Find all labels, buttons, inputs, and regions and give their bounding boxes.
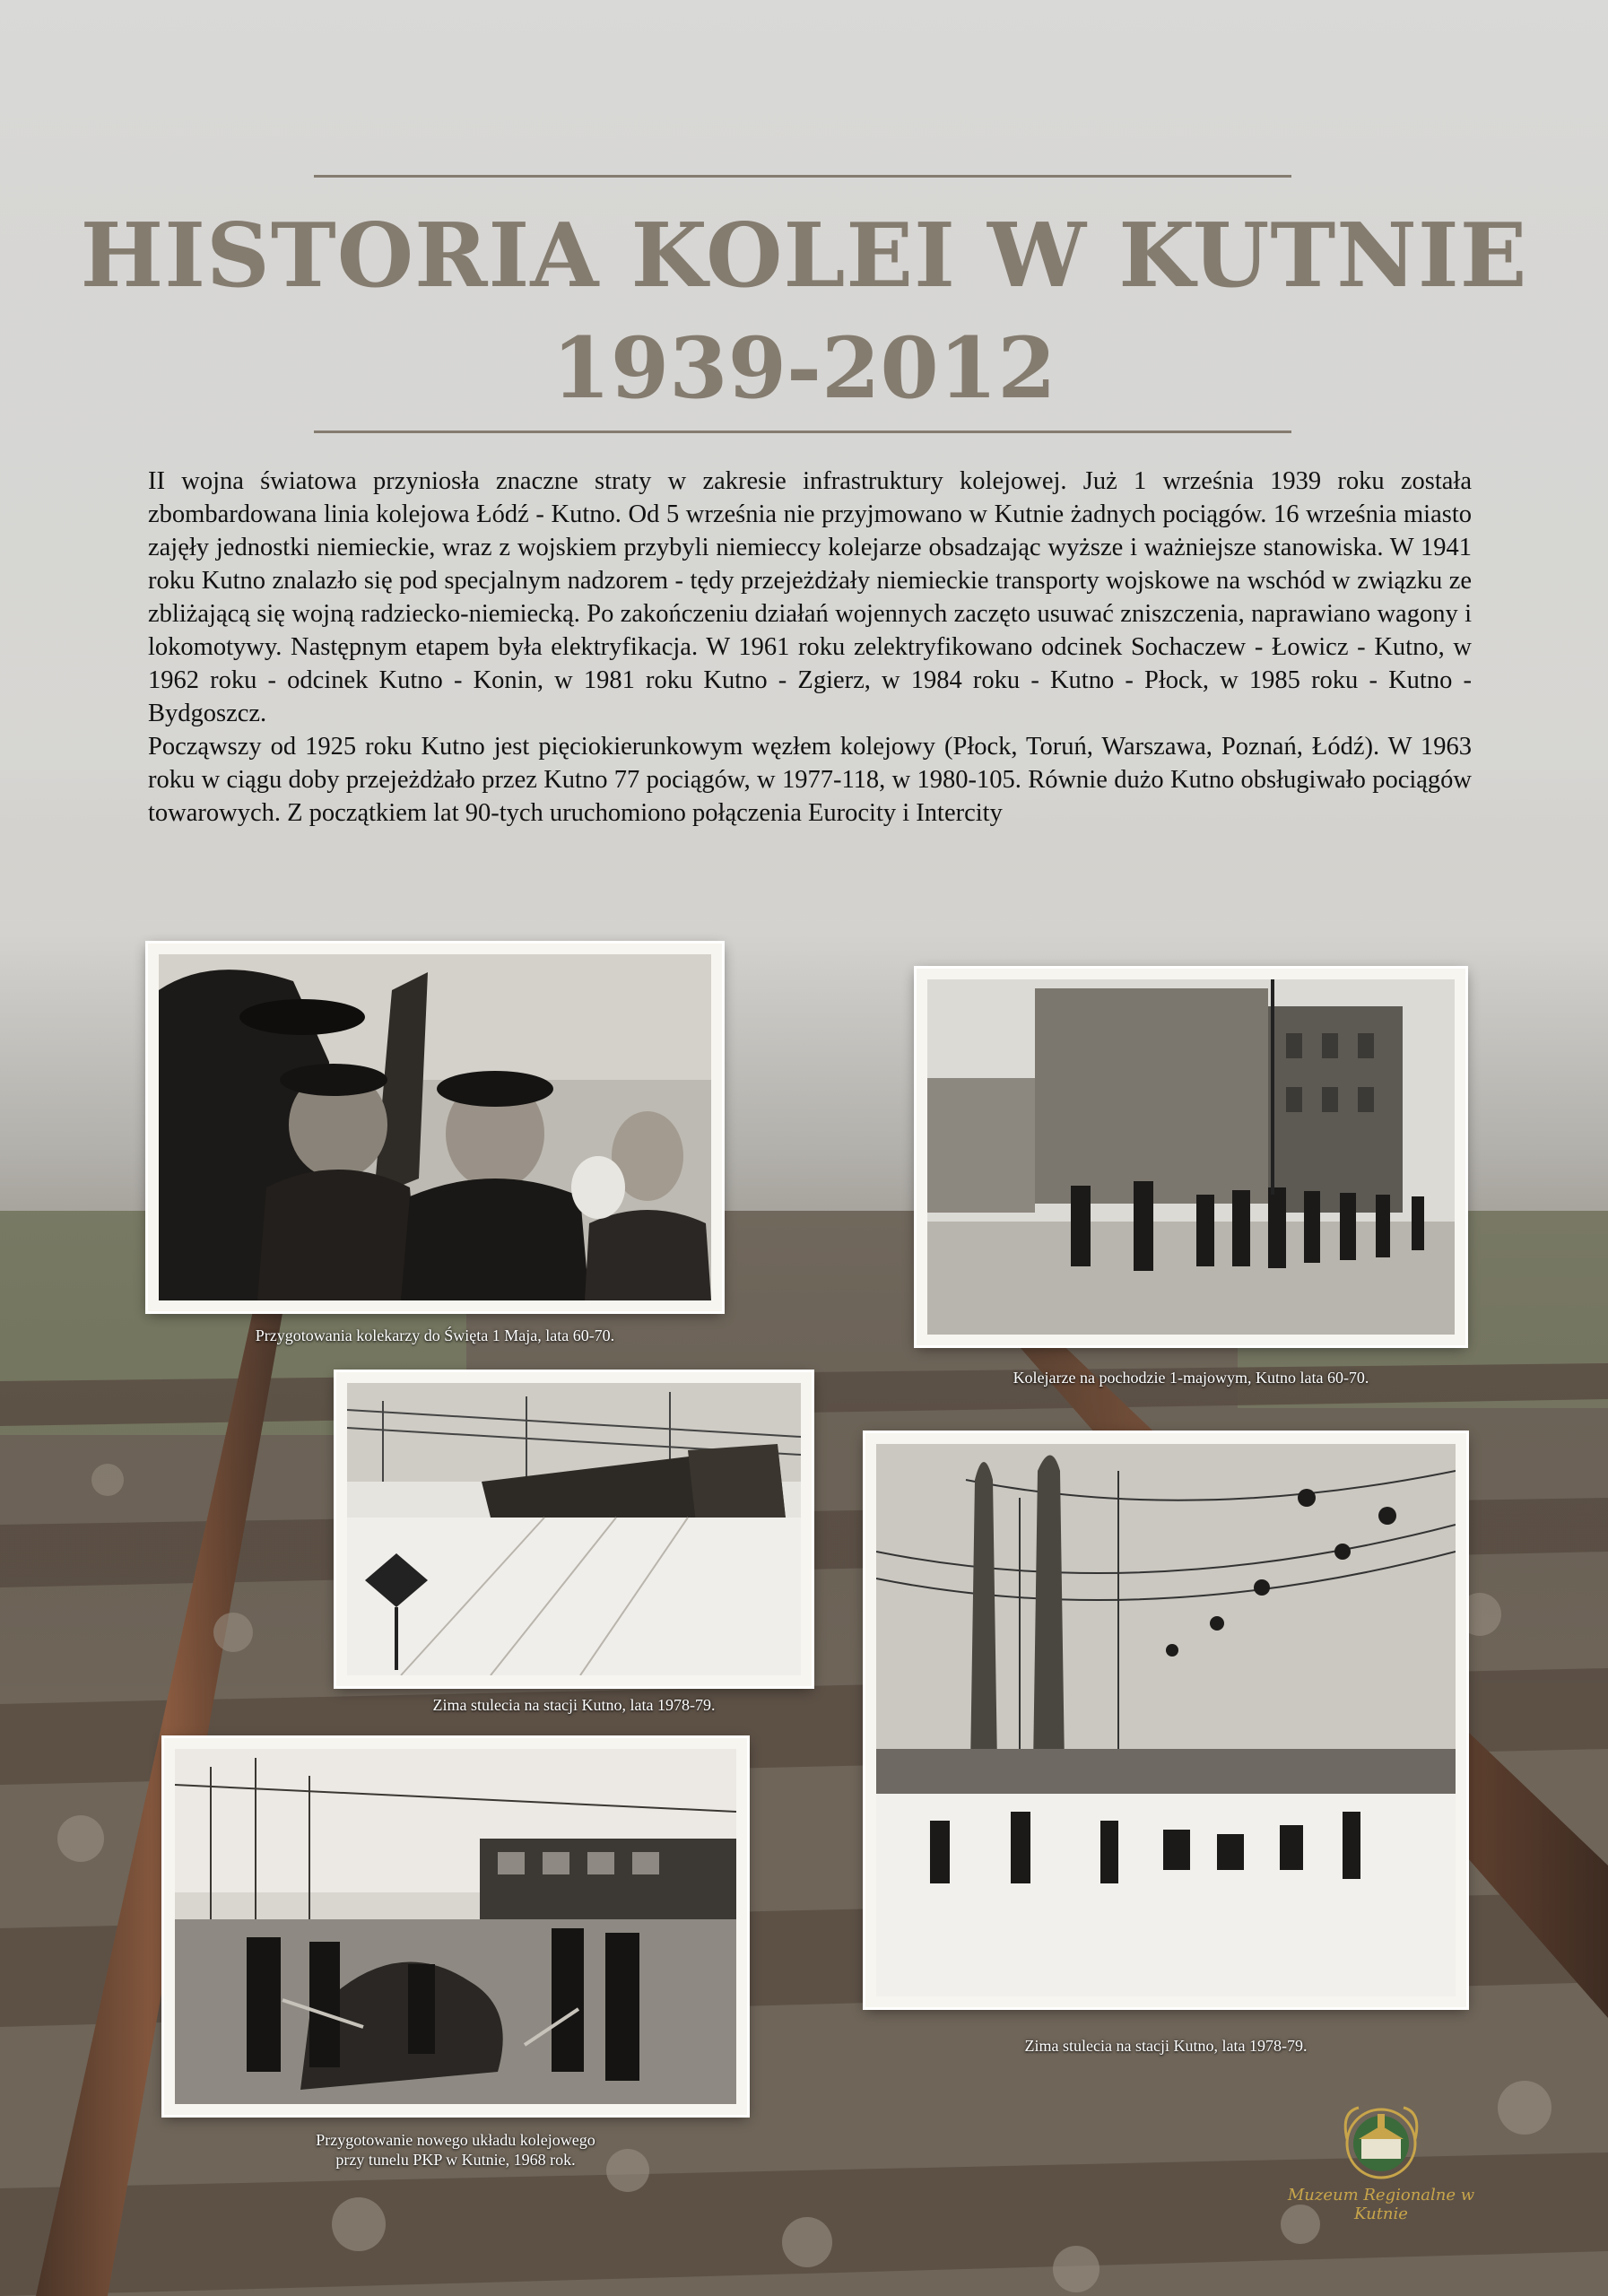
history-paragraph-2: Począwszy od 1925 roku Kutno jest pięciokierunkowym węzłem kolejowy (Płock, Toruń, Warszawa, Poznań, Łódź). W 1963 roku w ciągu doby przejeżdżało przez Kutno 77 pociągów, w 1977-118, w 1980-105. Równie dużo Kutno obsługiwało pociągów towarowych. Z początkiem lat 90-tych uruchomiono połączenia Eurocity i Intercity <box>148 733 1472 827</box>
poster-title: HISTORIA KOLEI W KUTNIE <box>80 204 1528 308</box>
photo-railwaymen-may-day-prep <box>148 944 722 1311</box>
museum-name: Muzeum Regionalne w Kutnie <box>1287 2186 1475 2223</box>
photo-2-caption: Kolejarze na pochodzie 1-majowym, Kutno lata 60-70. <box>1013 1369 1369 1387</box>
title-rule-top <box>314 175 1291 178</box>
photo-winter-snow-clearing <box>865 1433 1466 2007</box>
photo-3-caption: Zima stulecia na stacji Kutno, lata 1978-79. <box>432 1696 716 1714</box>
photo-may-day-parade <box>917 969 1465 1345</box>
photo-track-construction-1968 <box>164 1738 747 2115</box>
title-rule-bottom <box>314 430 1291 433</box>
poster-years: 1939-2012 <box>552 319 1056 418</box>
history-paragraph-1: II wojna światowa przyniosła znaczne straty w zakresie infrastruktury kolejowej. Już 1 września 1939 roku została zbombardowana linia kolejowa Łódź - Kutno. Od 5 września nie przyjmowano w Kutnie żadnych pociągów. 16 września miasto zajęły jednostki niemieckie, wraz z wojskiem przybyli niemieccy kolejarze obsadzając wyższe i ważniejsze stanowiska. W 1941 roku Kutno znalazło się pod specjalnym nadzorem - tędy przejeżdżały niemieckie transporty wojskowe na wschód w związku ze zbliżającą się wojną radziecko-niemiecką. Po zakończeniu działań wojennych zaczęto usuwać zniszczenia, naprawiano wagony i lokomotywy. Następnym etapem była elektryfikacja. W 1961 roku zelektryfikowano odcinek Sochaczew - Łowicz - Kutno, w 1962 roku - odcinek Kutno - Konin, w 1981 roku Kutno - Zgierz, w 1984 roku - Kutno - Płock, w 1985 roku - Kutno - Bydgoszcz. <box>148 467 1472 727</box>
photo-5-caption-line-1: Przygotowanie nowego układu kolejowego <box>316 2131 595 2149</box>
photo-4-caption: Zima stulecia na stacji Kutno, lata 1978-79. <box>1024 2037 1308 2055</box>
photo-5-caption <box>164 2130 747 2170</box>
history-text <box>148 465 1472 830</box>
photo-5-caption-line-2: przy tunelu PKP w Kutnie, 1968 rok. <box>335 2151 576 2169</box>
photo-1-caption: Przygotowania kolekarzy do Święta 1 Maja, lata 60-70. <box>255 1326 615 1344</box>
photo-winter-train-station <box>336 1372 812 1686</box>
